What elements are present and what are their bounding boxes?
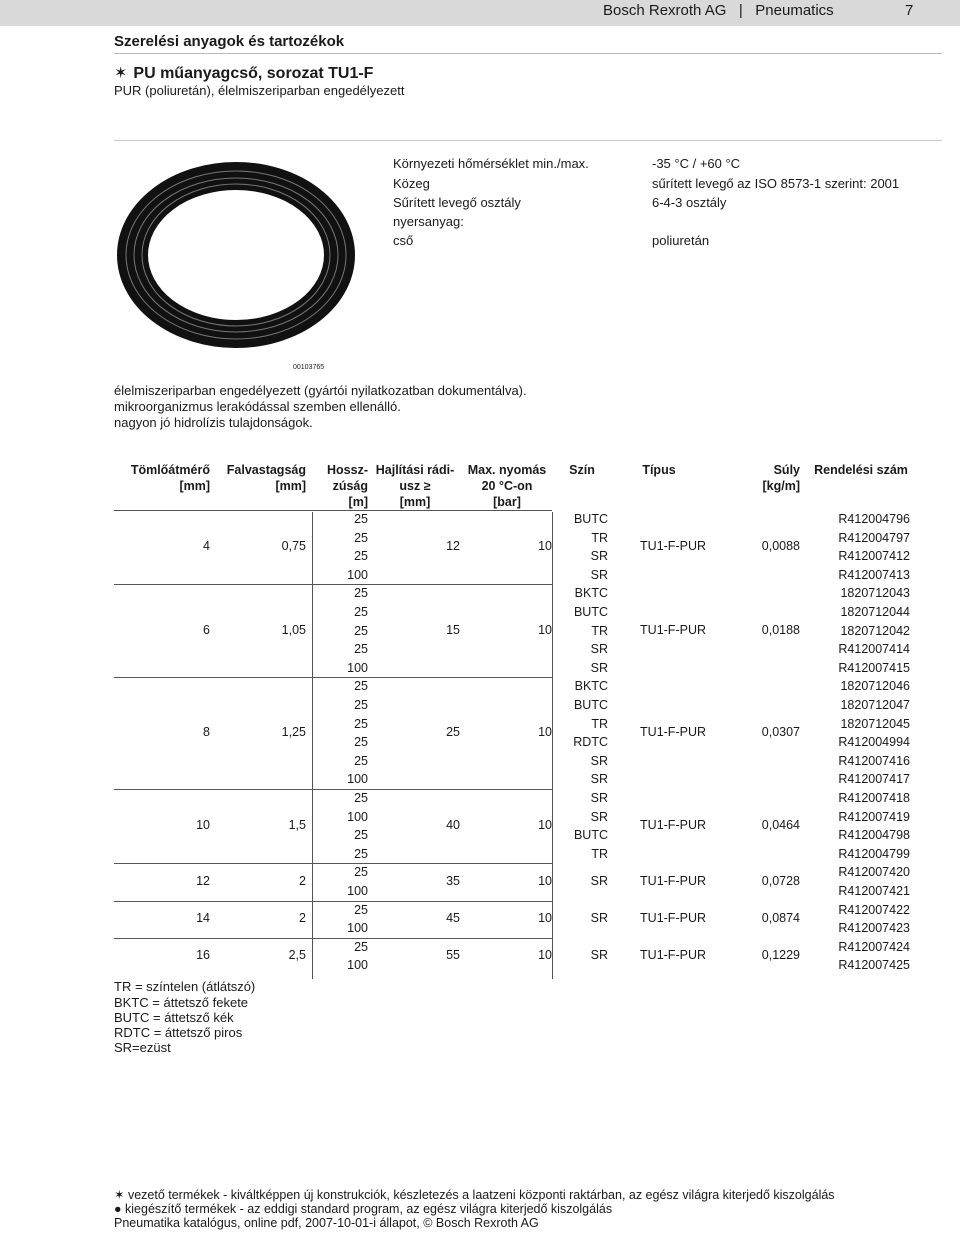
product-title <box>114 63 373 83</box>
cell-color: SR <box>590 567 608 582</box>
page-number: 7 <box>905 2 914 19</box>
cell-order: R412007424 <box>838 939 910 954</box>
header-brand: Bosch Rexroth AG | Pneumatics <box>603 2 834 19</box>
section-title: Szerelési anyagok és tartozékok <box>114 33 345 50</box>
cell-color: SR <box>590 772 608 787</box>
cell-type: TU1-F-PUR <box>640 539 706 554</box>
spec-label: Sűrített levegő osztály <box>393 195 521 210</box>
tube-coil-image <box>114 158 358 352</box>
cell-order: R412007417 <box>838 772 910 787</box>
divider <box>114 140 942 141</box>
cell-color: TR <box>591 530 608 545</box>
table-header-diameter: Tömlőátmérő <box>130 463 210 477</box>
cell-length: 100 <box>347 958 368 973</box>
spec-value: 6-4-3 osztály <box>652 195 727 210</box>
cell-order: R412004797 <box>838 530 910 545</box>
table-group-divider <box>312 584 372 585</box>
legend-item: TR = színtelen (átlátszó) <box>114 979 256 994</box>
cell-length: 100 <box>347 809 368 824</box>
cell-color: BUTC <box>573 698 608 712</box>
table-group-divider <box>312 510 372 511</box>
cell-color: SR <box>590 642 608 657</box>
cell-order: R412007421 <box>838 884 910 898</box>
cell-type: TU1-F-PUR <box>640 622 706 637</box>
cell-length: 25 <box>354 753 368 768</box>
table-group-divider <box>312 677 372 678</box>
table-header-diameter: [mm] <box>179 479 210 493</box>
photo-id: 00103765 <box>293 364 325 371</box>
table-group-divider <box>312 901 372 902</box>
cell-type: TU1-F-PUR <box>640 948 706 963</box>
cell-order: R412004994 <box>838 735 910 750</box>
cell-order: R412007420 <box>838 865 910 880</box>
cell-type: TU1-F-PUR <box>640 725 706 740</box>
table-header-type: Típus <box>642 463 676 477</box>
table-header-pressure: [bar] <box>493 495 521 509</box>
cell-order: 1820712042 <box>840 623 910 638</box>
cell-wall: 2 <box>299 911 306 926</box>
cell-radius: 40 <box>446 818 460 833</box>
cell-color: SR <box>590 911 608 926</box>
cell-diameter: 16 <box>196 948 210 963</box>
cell-order: R412007412 <box>838 549 910 564</box>
table-column-divider <box>552 512 553 979</box>
table-group-divider <box>114 584 312 585</box>
table-group-divider <box>312 938 372 939</box>
table-group-divider <box>114 863 312 864</box>
table-group-divider <box>114 789 312 790</box>
table-group-divider <box>372 510 552 511</box>
table-group-divider <box>312 789 372 790</box>
cell-order: R412007416 <box>838 753 910 768</box>
cell-color: SR <box>590 791 608 805</box>
table-header-pressure: 20 °C-on <box>481 479 533 493</box>
table-group-divider <box>372 677 552 678</box>
cell-diameter: 8 <box>203 725 210 740</box>
cell-order: R412007423 <box>838 921 910 936</box>
table-group-divider <box>372 938 552 939</box>
legend-item: SR=ezüst <box>114 1040 171 1055</box>
table-header-radius: Hajlítási rádi- <box>375 463 455 477</box>
table-group-divider <box>312 863 372 864</box>
footer-leading-products: ✶ vezető termékek - kiváltképpen új konstrukciók, készletezés a laatzeni központi raktárban, az egész világra kiterjedő kiszolgálás <box>114 1188 835 1202</box>
cell-wall: 0,75 <box>281 539 306 554</box>
page-header <box>0 0 960 26</box>
table-group-divider <box>372 863 552 864</box>
cell-length: 25 <box>354 530 368 545</box>
spec-label: cső <box>393 233 414 248</box>
cell-length: 25 <box>354 865 368 880</box>
product-subtitle: PUR (poliuretán), élelmiszeriparban engedélyezett <box>114 83 405 98</box>
cell-color: SR <box>590 753 608 768</box>
cell-radius: 35 <box>446 874 460 888</box>
leading-product-star-icon: ✶ <box>114 65 128 82</box>
spec-value: sűrített levegő az ISO 8573-1 szerint: 2001 <box>652 176 900 191</box>
table-group-divider <box>114 510 312 511</box>
table-group-divider <box>372 789 552 790</box>
cell-length: 25 <box>354 679 368 694</box>
cell-color: BUTC <box>573 512 608 526</box>
cell-weight: 0,0728 <box>761 874 800 888</box>
cell-radius: 12 <box>446 539 460 554</box>
cell-length: 100 <box>347 921 368 936</box>
cell-length: 100 <box>347 567 368 582</box>
cell-color: RDTC <box>573 735 608 750</box>
cell-radius: 55 <box>446 948 460 963</box>
legend-item: BKTC = áttetsző fekete <box>114 995 249 1010</box>
cell-weight: 0,0464 <box>761 818 800 833</box>
cell-order: R412007413 <box>838 567 910 582</box>
cell-type: TU1-F-PUR <box>640 818 706 833</box>
cell-order: 1820712045 <box>840 716 910 731</box>
cell-length: 25 <box>354 735 368 750</box>
cell-length: 25 <box>354 828 368 843</box>
cell-length: 25 <box>354 902 368 917</box>
cell-wall: 1,05 <box>281 622 306 637</box>
footer-catalog-info: Pneumatika katalógus, online pdf, 2007-10-01-i állapot, © Bosch Rexroth AG <box>114 1216 539 1230</box>
legend-item: BUTC = áttetsző kék <box>114 1010 234 1025</box>
cell-color: BUTC <box>573 828 608 843</box>
table-header-length: [m] <box>348 495 368 509</box>
cell-order: R412007414 <box>838 642 910 657</box>
cell-length: 100 <box>347 660 368 675</box>
cell-length: 100 <box>347 884 368 898</box>
cell-length: 100 <box>347 772 368 787</box>
cell-length: 25 <box>354 512 368 526</box>
product-title-text: PU műanyagcső, sorozat TU1-F <box>133 65 374 82</box>
cell-wall: 1,25 <box>281 725 306 740</box>
cell-length: 25 <box>354 586 368 601</box>
cell-order: 1820712046 <box>840 679 910 694</box>
cell-diameter: 10 <box>196 818 210 833</box>
table-header-radius: usz ≥ <box>399 479 431 493</box>
table-header-order: Rendelési szám <box>814 463 908 477</box>
cell-diameter: 14 <box>196 911 210 926</box>
cell-wall: 1,5 <box>288 818 306 833</box>
cell-order: R412007415 <box>838 660 910 675</box>
cell-pressure: 10 <box>538 622 552 637</box>
cell-color: SR <box>590 948 608 963</box>
cell-color: BUTC <box>573 605 608 619</box>
cell-order: R412004796 <box>838 512 910 526</box>
cell-length: 25 <box>354 791 368 805</box>
table-header-color: Szín <box>569 463 595 477</box>
cell-type: TU1-F-PUR <box>640 911 706 926</box>
note: mikroorganizmus lerakódással szemben ellenálló. <box>114 399 401 414</box>
cell-pressure: 10 <box>538 725 552 740</box>
cell-radius: 45 <box>446 911 460 926</box>
footer-complementary-products: ● kiegészítő termékek - az eddigi standard program, az egész világra kiterjedő kiszolgálás <box>114 1202 613 1216</box>
note: élelmiszeriparban engedélyezett (gyártói nyilatkozatban dokumentálva). <box>114 383 527 398</box>
table-group-divider <box>372 584 552 585</box>
cell-order: 1820712043 <box>840 586 910 601</box>
spec-label: Közeg <box>393 176 430 191</box>
cell-order: R412007425 <box>838 958 910 973</box>
cell-weight: 0,0874 <box>761 911 800 926</box>
spec-value: poliuretán <box>652 233 710 248</box>
cell-order: R412004798 <box>838 828 910 843</box>
table-header-radius: [mm] <box>399 495 431 509</box>
cell-weight: 0,0088 <box>761 539 800 554</box>
cell-color: TR <box>591 716 608 731</box>
cell-length: 25 <box>354 549 368 564</box>
legend-item: RDTC = áttetsző piros <box>114 1025 243 1040</box>
cell-radius: 25 <box>446 725 460 740</box>
cell-color: SR <box>590 809 608 824</box>
cell-order: R412007422 <box>838 902 910 917</box>
cell-order: R412007418 <box>838 791 910 805</box>
cell-order: 1820712044 <box>840 605 910 619</box>
cell-pressure: 10 <box>538 539 552 554</box>
cell-order: R412004799 <box>838 846 910 861</box>
cell-weight: 0,0307 <box>761 725 800 740</box>
spec-label: nyersanyag: <box>393 214 464 229</box>
cell-pressure: 10 <box>538 948 552 963</box>
note: nagyon jó hidrolízis tulajdonságok. <box>114 415 313 430</box>
table-header-weight: Súly <box>773 463 800 477</box>
table-group-divider <box>372 901 552 902</box>
cell-color: TR <box>591 623 608 638</box>
cell-type: TU1-F-PUR <box>640 874 706 888</box>
table-header-length: Hossz- <box>327 463 368 477</box>
table-header-wall: Falvastagság <box>226 463 306 477</box>
cell-diameter: 4 <box>203 539 210 554</box>
table-header-pressure: Max. nyomás <box>467 463 547 477</box>
cell-order: 1820712047 <box>840 698 910 712</box>
cell-color: BKTC <box>574 679 608 694</box>
spec-label: Környezeti hőmérséklet min./max. <box>393 156 589 171</box>
cell-wall: 2 <box>299 874 306 888</box>
table-group-divider <box>114 677 312 678</box>
cell-diameter: 6 <box>203 622 210 637</box>
cell-length: 25 <box>354 623 368 638</box>
cell-length: 25 <box>354 846 368 861</box>
cell-radius: 15 <box>446 622 460 637</box>
table-group-divider <box>114 901 312 902</box>
cell-length: 25 <box>354 939 368 954</box>
cell-color: SR <box>590 874 608 888</box>
cell-weight: 0,1229 <box>761 948 800 963</box>
cell-length: 25 <box>354 605 368 619</box>
spec-value: -35 °C / +60 °C <box>652 156 741 171</box>
cell-pressure: 10 <box>538 818 552 833</box>
cell-pressure: 10 <box>538 874 552 888</box>
table-header-wall: [mm] <box>275 479 306 493</box>
divider <box>114 53 942 54</box>
cell-pressure: 10 <box>538 911 552 926</box>
cell-length: 25 <box>354 642 368 657</box>
cell-diameter: 12 <box>196 874 210 888</box>
cell-color: TR <box>591 846 608 861</box>
cell-length: 25 <box>354 716 368 731</box>
table-header-length: zúság <box>332 479 368 493</box>
cell-color: BKTC <box>574 586 608 601</box>
cell-color: SR <box>590 660 608 675</box>
table-header-weight: [kg/m] <box>762 479 800 493</box>
table-group-divider <box>114 938 312 939</box>
cell-length: 25 <box>354 698 368 712</box>
cell-order: R412007419 <box>838 809 910 824</box>
cell-weight: 0,0188 <box>761 622 800 637</box>
cell-wall: 2,5 <box>288 948 306 963</box>
cell-color: SR <box>590 549 608 564</box>
